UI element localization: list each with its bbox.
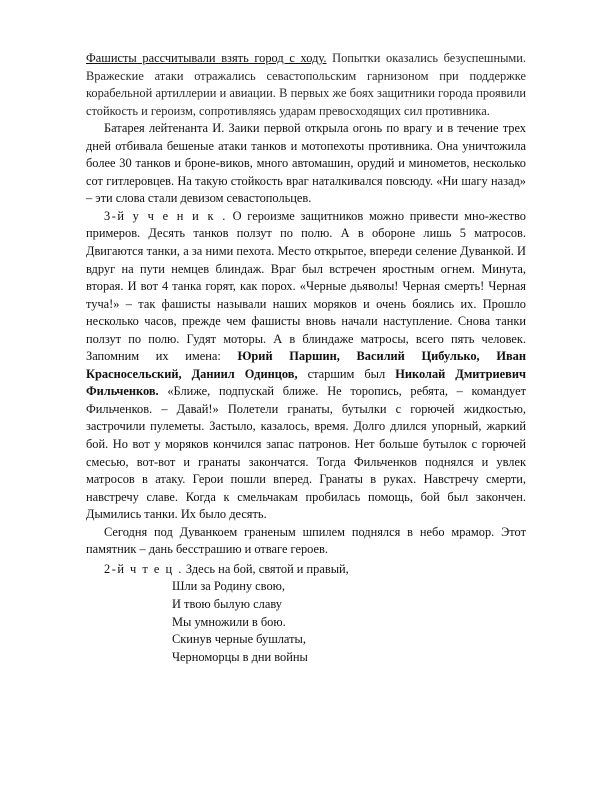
third-student-text-a: О героизме защитников можно привести мно-жество примеров. Десять танков ползут по полю. А в обороне лишь 5 матросов. Двигаются танки, а за ними пехота. Место открытое, впереди селение Дуванкой. И вдруг на пути немцев блиндаж. Враг был встречен яростным огнем. Минута, вторая. И вот 4 танка горят, как порох. «Черные дьяволы! Черная смерть! Черная туча!» – так фашисты называли наших моряков и очень боялись их. Прошло несколько часов, прежде чем фашисты вновь начали наступление. Снова танки ползут по полю. Гудят моторы. А в блиндаже матросы, всего пять человек. Запомним их имена: bbox=[86, 208, 526, 364]
paragraph-third-student bbox=[86, 208, 526, 524]
sailor-names: Юрий Паршин, Василий Цибулько, Иван Красносельский, Даниил Одинцов, bbox=[86, 349, 526, 381]
paragraph-intro bbox=[86, 50, 526, 120]
leader-name: Николай Дмитриевич Фильченков. bbox=[86, 366, 526, 399]
speaker-label-second-reader: 2-й ч т е ц . bbox=[104, 561, 183, 576]
third-student-text-b: старшим был bbox=[297, 366, 396, 381]
paragraph-battery: Батарея лейтенанта И. Заики первой открыла огонь по врагу и в течение трех дней отбивала бешеные атаки танков и мотопехоты противника. Она уничтожила более 30 танков и броне-виков, много автомашин, орудий и минометов, несколько сот гитлеровцев. На такую стойкость враг наталкивался повсюду. «Ни шагу назад» – эти слова стали девизом севастопольцев. bbox=[86, 121, 526, 206]
poem-block bbox=[86, 561, 526, 666]
third-student-text-c: «Ближе, подпускай ближе. Не торопись, ребята, – командует Фильченков. – Давай!» Полетели гранаты, бутылки с горючей жидкостью, застрочили пулеметы. Застыло, казалось, время. Долго длился упорный, жаркий бой. Но вот у моряков кончился запас патронов. Нет больше бутылок с горючей смесью, вот-вот и гранаты закончатся. Тогда Фильченков поднялся и увлек матросов в атаку. Герои пошли вперед. Гранаты в руках. Навстречу смерти, навстречу славе. Когда к смельчакам пробилась помощь, бой был закончен. Дымились танки. Их было десять. bbox=[86, 384, 526, 522]
intro-rest-text: Попытки оказались безуспешными. Вражеские атаки отражались севастопольским гарнизоном при поддержке корабельной артиллерии и авиации. В первых же боях защитники города проявили стойкость и героизм, сопротивляясь ударам превосходящих сил противника. bbox=[86, 51, 526, 118]
poem-first-line bbox=[86, 561, 526, 579]
intro-lead-sentence: Фашисты рассчитывали взять город с ходу. bbox=[86, 51, 327, 65]
poem-line: И твою былую славу bbox=[172, 596, 282, 611]
poem-line: Скинув черные бушлаты, bbox=[172, 632, 306, 647]
poem-line: Шли за Родину свою, bbox=[172, 579, 285, 594]
speaker-label-third-student: 3-й у ч е н и к . bbox=[104, 208, 227, 223]
poem-line: Мы умножили в бою. bbox=[172, 614, 286, 629]
poem-line: Черноморцы в дни войны bbox=[172, 649, 308, 664]
document-body bbox=[86, 50, 526, 666]
paragraph-monument: Сегодня под Дуванкоем граненым шпилем поднялся в небо мрамор. Этот памятник – дань бесстрашию и отваге героев. bbox=[86, 524, 526, 557]
poem-line-1: Здесь на бой, святой и правый, bbox=[182, 561, 349, 576]
